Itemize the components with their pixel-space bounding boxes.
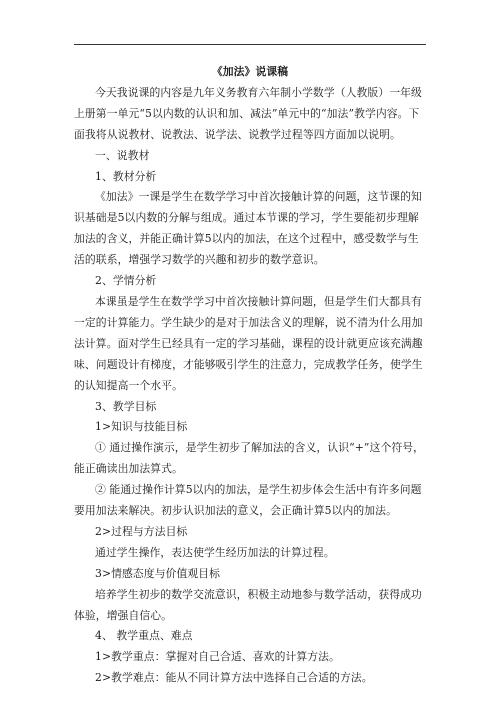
paragraph: 一、说教材 — [95, 148, 150, 162]
paragraph: 《加法》一课是学生在数学学习中首次接触计算的问题，这节课的知识基础是5以内数的分解与组成。通过本节课的学习，学生要能初步理解加法的含义，并能正确计算5以内的加法，在这个过程中，感受数学与生活的联系，增强学习数学的兴趣和初步的数学意识。 — [74, 190, 422, 267]
paragraph: 1>教学重点：掌握对自己合适、喜欢的计算方法。 — [95, 650, 340, 664]
paragraph: ② 能通过操作计算5以内的加法，是学生初步体会生活中有许多问题要用加法来解决。初步认识加法的意义，会正确计算5以内的加法。 — [74, 483, 422, 518]
paragraph: 本课虽是学生在数学学习中首次接触计算问题，但是学生们大都具有一定的计算能力。学生缺少的是对于加法含义的理解，说不清为什么用加法计算。面对学生已经具有一定的学习基础，课程的设计就更应该充满趣味、问题设计有梯度，才能够吸引学生的注意力，完成教学任务，使学生的认知提高一个水平。 — [74, 294, 423, 392]
paragraph: 2>过程与方法目标 — [95, 524, 188, 538]
paragraph-list — [74, 83, 426, 689]
paragraph: 1>知识与技能目标 — [95, 420, 188, 434]
paragraph: 2>教学难点：能从不同计算方法中选择自己合适的方法。 — [95, 671, 373, 685]
paragraph: 2、学情分析 — [95, 274, 157, 288]
paragraph: 3、教学目标 — [95, 399, 157, 413]
paragraph: 1、教材分析 — [95, 169, 157, 183]
document-body — [74, 62, 426, 689]
paragraph: 4、 教学重点、难点 — [95, 629, 193, 643]
paragraph: 3>情感态度与价值观目标 — [95, 566, 221, 580]
paragraph: 通过学生操作，表达使学生经历加法的计算过程。 — [95, 545, 335, 559]
paragraph: ① 通过操作演示，是学生初步了解加法的含义，认识“+”这个符号，能正确读出加法算式。 — [74, 441, 425, 476]
document-title: 《加法》说课稿 — [211, 65, 289, 78]
header-rule — [74, 44, 426, 45]
paragraph: 培养学生初步的数学交流意识，积极主动地参与数学活动，获得成功体验，增强自信心。 — [74, 587, 422, 622]
paragraph: 今天我说课的内容是九年义务教育六年制小学数学（人教版）一年级上册第一单元“5以内数的认识和加、减法”单元中的“加法”教学内容。下面我将从说教材、说教法、说学法、说教学过程等四方面加以说明。 — [74, 85, 422, 141]
